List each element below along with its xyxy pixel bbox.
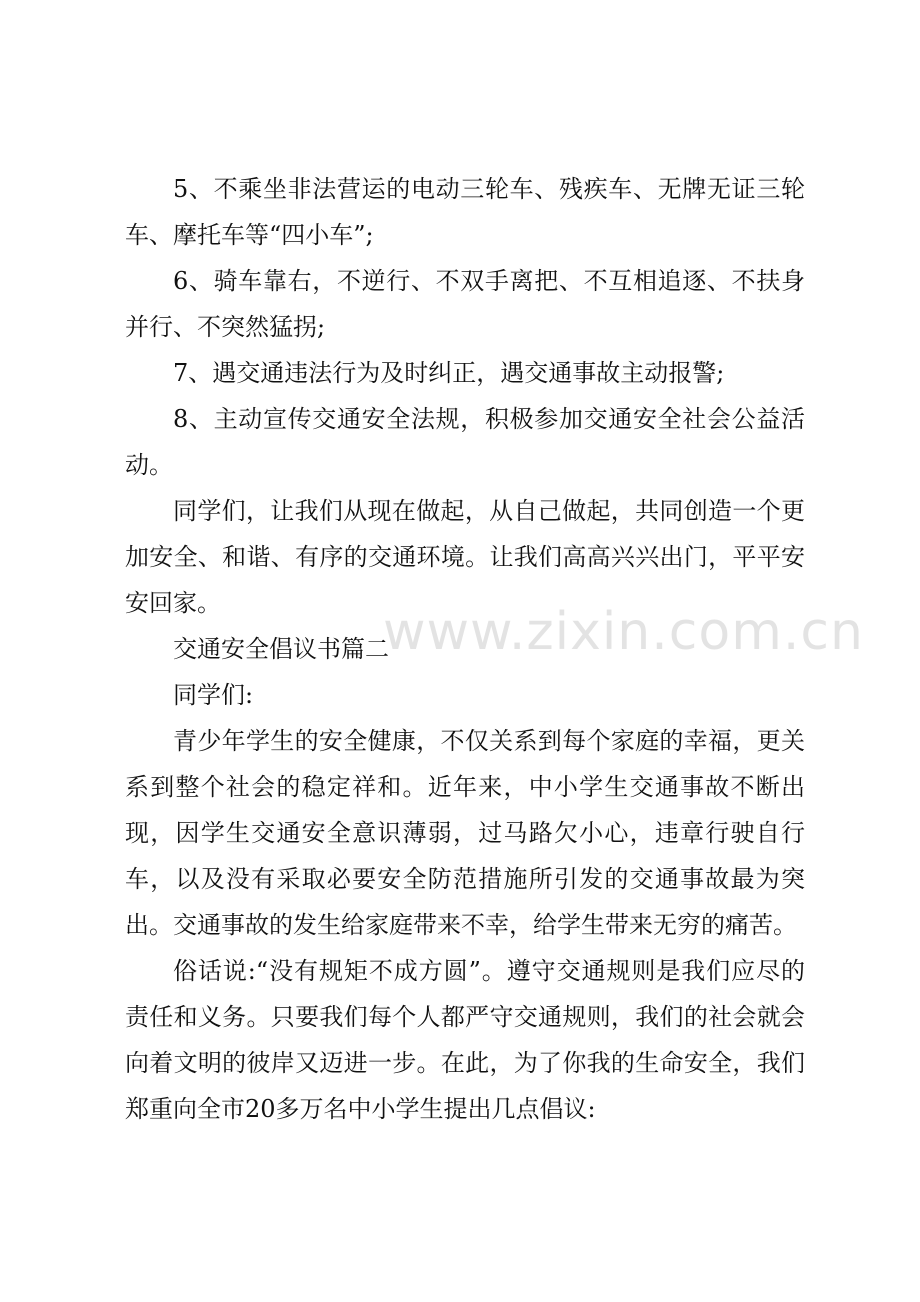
rule-item-5: 5、不乘坐非法营运的电动三轮车、残疾车、无牌无证三轮车、摩托车等“四小车”; (125, 175, 805, 249)
rule-item-6: 6、骑车靠右，不逆行、不双手离把、不互相追逐、不扶身并行、不突然猛拐; (125, 267, 805, 341)
closing-paragraph: 同学们，让我们从现在做起，从自己做起，共同创造一个更加安全、和谐、有序的交通环境。让我们高高兴兴出门，平平安安回家。 (125, 497, 805, 617)
salutation: 同学们: (173, 681, 254, 709)
document-body (125, 166, 805, 1132)
body-paragraph: 青少年学生的安全健康，不仅关系到每个家庭的幸福，更关系到整个社会的稳定祥和。近年来，中小学生交通事故不断出现，因学生交通安全意识薄弱，过马路欠小心，违章行驶自行车，以及没有采取必要安全防范措施所引发的交通事故最为突出。交通事故的发生给家庭带来不幸，给学生带来无穷的痛苦。 (125, 727, 805, 939)
body-paragraph: 俗话说:“没有规矩不成方圆”。遵守交通规则是我们应尽的责任和义务。只要我们每个人都严守交通规则，我们的社会就会向着文明的彼岸又迈进一步。在此，为了你我的生命安全，我们郑重向全市20多万名中小学生提出几点倡议: (125, 957, 805, 1123)
watermark: www.zixin.com.cn (383, 602, 864, 662)
section-title: 交通安全倡议书篇二 (173, 635, 389, 663)
rule-item-7: 7、遇交通违法行为及时纠正，遇交通事故主动报警; (173, 359, 725, 387)
rule-item-8: 8、主动宣传交通安全法规，积极参加交通安全社会公益活动。 (125, 405, 805, 479)
